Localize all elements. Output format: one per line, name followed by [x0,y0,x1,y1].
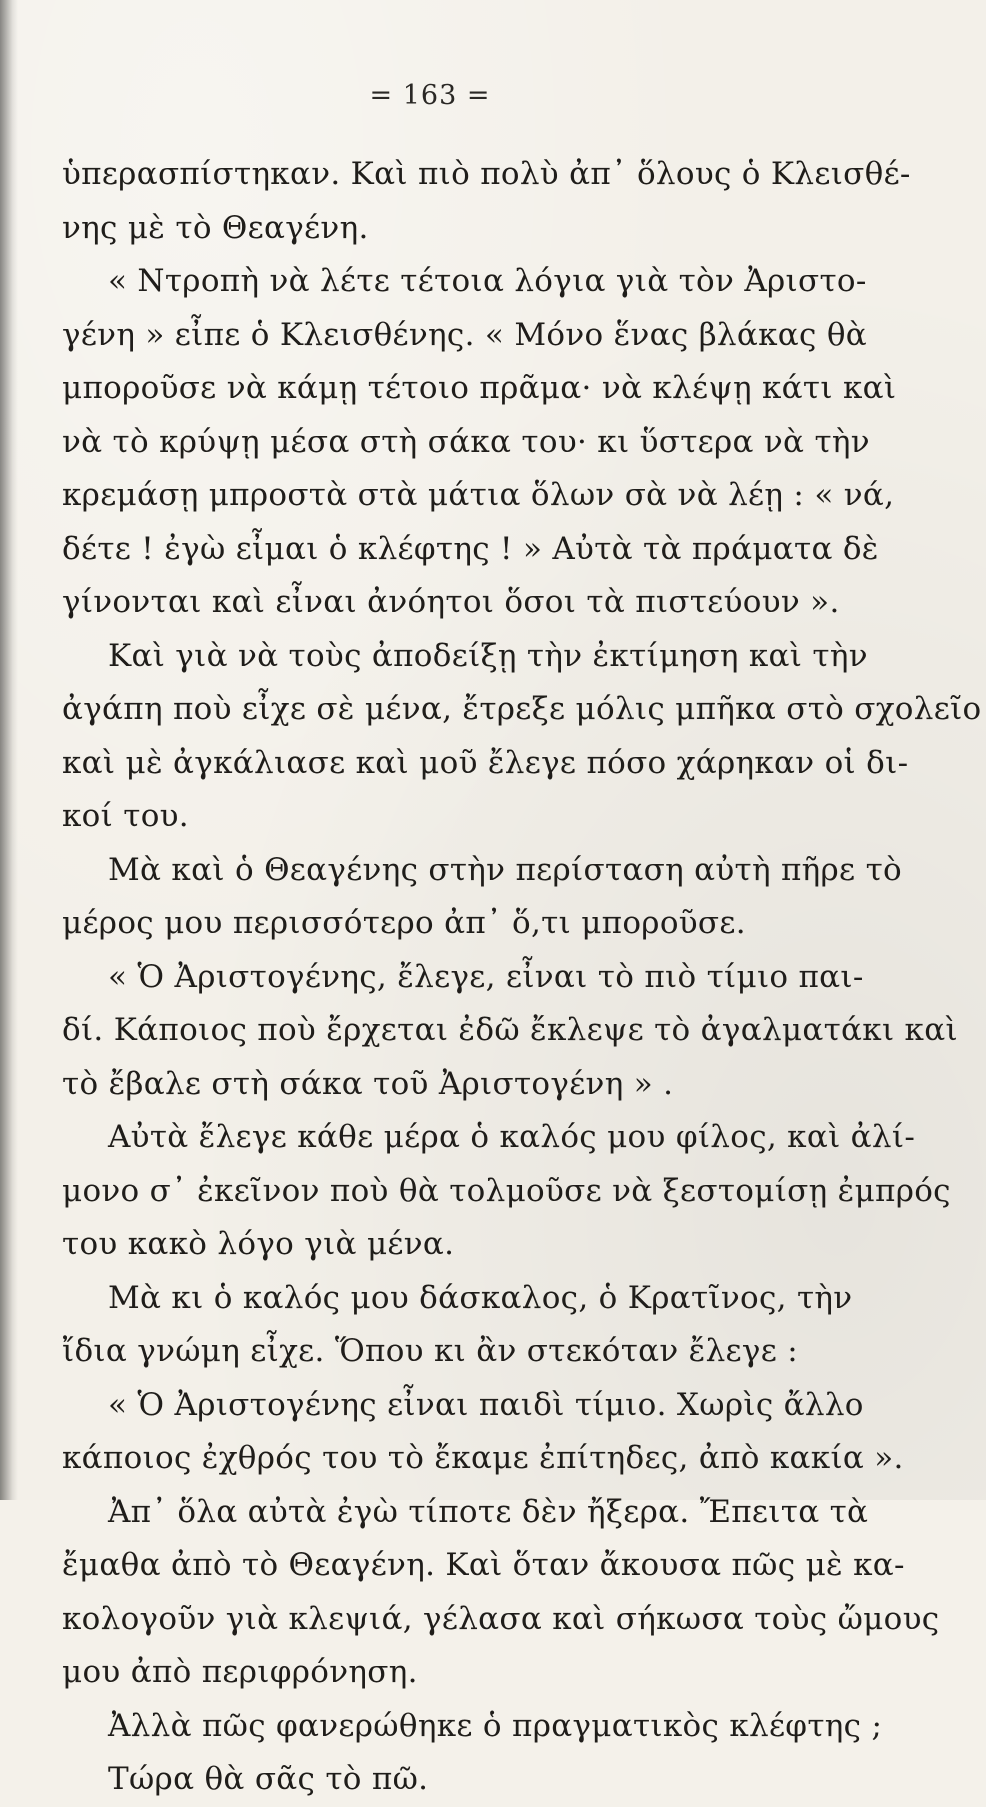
text-line: καὶ μὲ ἀγκάλιασε καὶ μοῦ ἔλεγε πόσο χάρηκαν οἱ δι- [62,744,909,781]
text-line: Ἀπ᾽ ὅλα αὐτὰ ἐγὼ τίποτε δὲν ἤξερα. Ἔπειτα τὰ [108,1493,869,1530]
text-line: Μὰ καὶ ὁ Θεαγένης στὴν περίσταση αὐτὴ πῆρε τὸ [108,851,902,888]
text-line: μου ἀπὸ περιφρόνηση. [62,1654,418,1690]
text-line: νὰ τὸ κρύψῃ μέσα στὴ σάκα του· κι ὕστερα νὰ τὴν [62,423,870,460]
text-line: Αὐτὰ ἔλεγε κάθε μέρα ὁ καλός μου φίλος, καὶ ἀλί- [108,1119,916,1155]
binding-shadow [0,0,18,1500]
text-line: κοί του. [62,798,189,834]
text-line: μποροῦσε νὰ κάμῃ τέτοιο πρᾶμα· νὰ κλέψῃ κάτι καὶ [62,370,897,406]
text-line: Μὰ κι ὁ καλός μου δάσκαλος, ὁ Κρατῖνος, τὴν [108,1279,853,1316]
text-line: νης μὲ τὸ Θεαγένη. [62,209,369,246]
text-line: κάποιος ἐχθρός του τὸ ἔκαμε ἐπίτηδες, ἀπὸ κακία ». [62,1440,904,1476]
text-line: ἔμαθα ἀπὸ τὸ Θεαγένη. Καὶ ὅταν ἄκουσα πῶς μὲ κα- [62,1547,905,1583]
body-text [62,148,982,1807]
text-line: κολογοῦν γιὰ κλεψιά, γέλασα καὶ σήκωσα τοὺς ὤμους [62,1600,940,1637]
text-line: Ἀλλὰ πῶς φανερώθηκε ὁ πραγματικὸς κλέφτης ; [108,1707,883,1744]
text-line: του κακὸ λόγο γιὰ μένα. [62,1226,455,1262]
text-line: γένη » εἶπε ὁ Κλεισθένης. « Μόνο ἕνας βλάκας θὰ [62,316,868,353]
text-line: ἴδια γνώμη εἶχε. Ὅπου κι ἂν στεκόταν ἔλεγε : [62,1333,799,1369]
text-line: μονο σ᾽ ἐκεῖνον ποὺ θὰ τολμοῦσε νὰ ξεστομίσῃ ἐμπρός [62,1172,951,1209]
text-line: « Ὁ Ἀριστογένης, ἔλεγε, εἶναι τὸ πιὸ τίμιο παι- [108,958,864,995]
text-line: ἀγάπη ποὺ εἶχε σὲ μένα, ἔτρεξε μόλις μπῆκα στὸ σχολεῖο [62,691,982,727]
text-line: Καὶ γιὰ νὰ τοὺς ἀποδείξῃ τὴν ἐκτίμηση καὶ τὴν [108,637,868,674]
page-number: = 163 = [369,80,491,111]
text-line: μέρος μου περισσότερο ἀπ᾽ ὅ,τι μποροῦσε. [62,905,746,941]
text-line: δί. Κάποιος ποὺ ἔρχεται ἐδῶ ἔκλεψε τὸ ἀγαλματάκι καὶ [62,1012,958,1048]
text-line: κρεμάσῃ μπροστὰ στὰ μάτια ὅλων σὰ νὰ λέῃ : « νά, [62,477,895,513]
text-line: Τώρα θὰ σᾶς τὸ πῶ. [108,1761,429,1797]
text-line: ὑπερασπίστηκαν. Καὶ πιὸ πολὺ ἀπ᾽ ὅλους ὁ Κλεισθέ- [62,156,911,192]
text-line: δέτε ! ἐγὼ εἶμαι ὁ κλέφτης ! » Αὐτὰ τὰ πράματα δὲ [62,530,879,567]
text-line: τὸ ἔβαλε στὴ σάκα τοῦ Ἀριστογένη » . [62,1065,674,1102]
text-line: γίνονται καὶ εἶναι ἀνόητοι ὅσοι τὰ πιστεύουν ». [62,584,840,620]
text-line: « Ὁ Ἀριστογένης εἶναι παιδὶ τίμιο. Χωρὶς ἄλλο [108,1386,864,1423]
text-line: « Ντροπὴ νὰ λέτε τέτοια λόγια γιὰ τὸν Ἀριστο- [108,263,867,299]
